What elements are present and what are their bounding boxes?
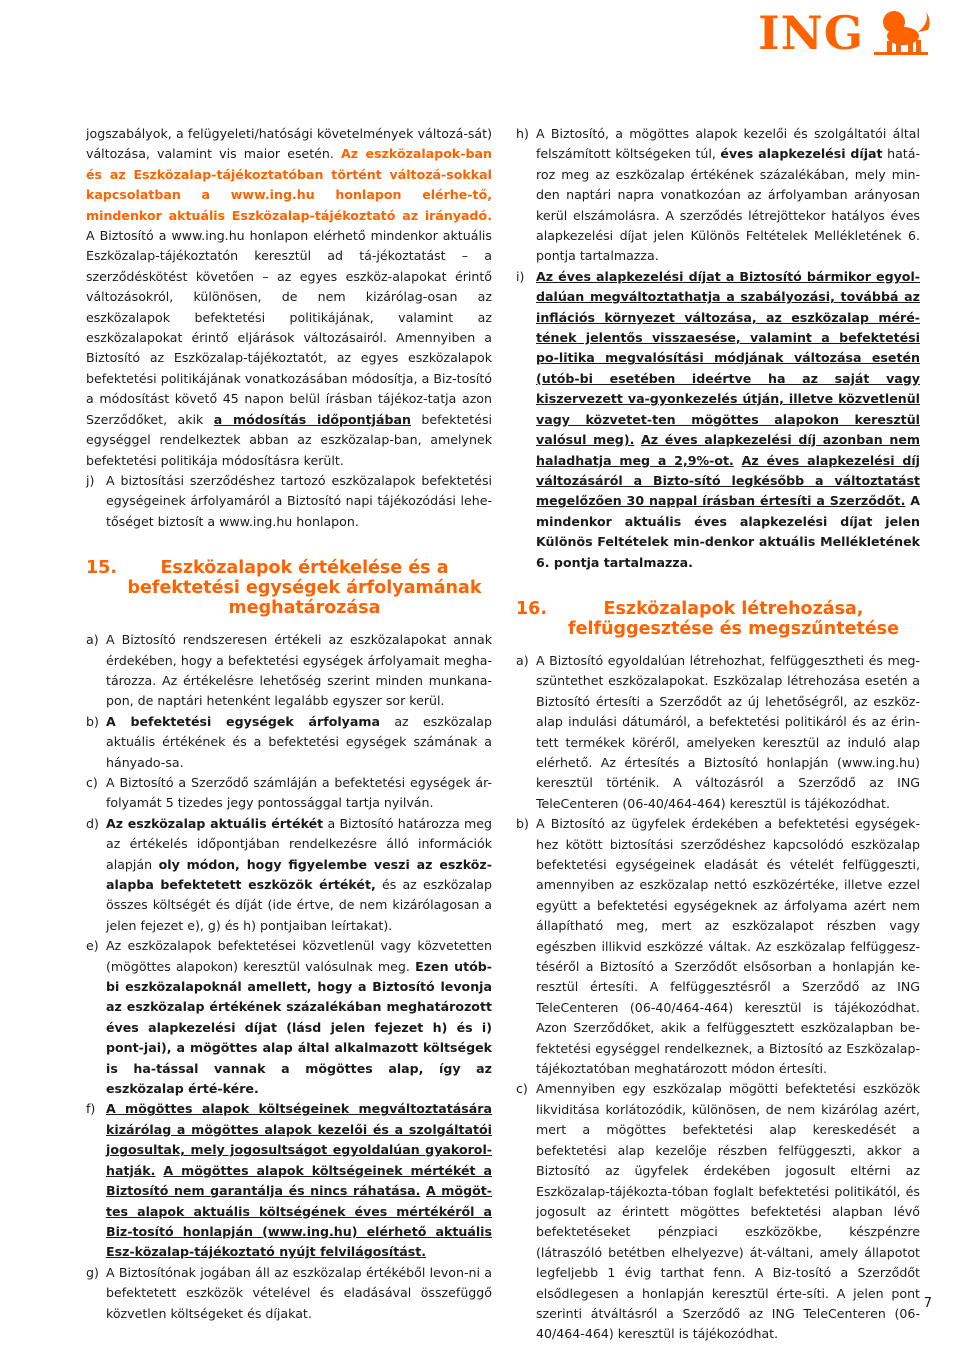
item-rest: a Biztosító határozza meg az értékelés időpontjában rendelkezésre álló információk alapján bbox=[106, 815, 492, 872]
item-label: c) bbox=[516, 1081, 528, 1097]
item-label: f) bbox=[86, 1101, 96, 1117]
item-underlined: Az éves alapkezelési díjat a Biztosító bármikor egyol-dalúan megváltoztathatja a szabályozási, továbbá az inflációs környezet változása, az eszközalap méré-tének jelentős visszaesése, valamint a befektetési po-litika megvalósítási módjának változása esetén (utób-bi esetében ideértve ha az saját vagy kiszervezett va-gyonkezelés útján, illetve közvetlenül vagy közvetet-ten mögöttes alapokon keresztül valósul meg). bbox=[536, 268, 920, 448]
intro-highlight: Az eszközalapok-ban és az Eszközalap-tájékoztatóban történt változá-sokkal kapcsolatban a www.ing.hu honlapon elérhe-tő, mindenkor aktuális Eszközalap-tájékoztató az irányadó. bbox=[86, 146, 492, 223]
item-15h bbox=[516, 124, 920, 267]
intro-text-3: befektetési egységgel rendelkeztek abban az eszközalap-ban, amelynek befektetési politikája módosításra került. bbox=[86, 411, 493, 468]
item-16c bbox=[516, 1079, 920, 1344]
item-15i bbox=[516, 267, 920, 573]
item-text: A Biztosítónak jogában áll az eszközalap értékéből levon-ni a befektetett eszközök vételével és eladásával összefüggő közvetlen költségeket és díjakat. bbox=[106, 1264, 492, 1321]
item-label: c) bbox=[86, 774, 98, 790]
item-rest: az eszközalap aktuális értékének és a befektetési egységek számának a hányado-sa. bbox=[106, 713, 492, 770]
item-text: A Biztosító egyoldalúan létrehozhat, felfüggesztheti és meg-szüntethet eszközalapokat. Eszközalap létrehozása esetén a Biztosító értesíti a Szerződőt az új lehetőségről, az eszköz-alap indulási dátumáról, a befektetési politikáról és az érin-tett termékek köréről, amelyeken keresztül az induló alap elérhető. Az értesítés a Biztosító honlapján (www.ing.hu) keresztül történik. A változásról a Szerződő az ING TeleCenteren (06-40/464-464) keresztül is tájékozódhat. bbox=[536, 652, 920, 811]
item-text: Amennyiben egy eszközalap mögötti befektetési eszközök likviditása korlátozódik, különösen, de nem kizárólag azért, mert a mögöttes befektetési alap kereskedését a befektetési alap kezelője részben felfüggeszti, akkor a Biztosító az ügyfelek érdekében jogosult eltérni az Eszközalap-tájékozta-tóban foglalt befektetési politikától, és jogosult az érintett mögöttes befektetési alapban lévő befektetéseket pénzpiaci eszközökbe, készpénzre (látraszóló betétben elhelyezve) át-váltani, amely állapotot legfeljebb 1 évig tarthat fenn. A Biz-tosító a Szerződőt elsődlegesen a honlapján keresztül érte-síti. A jelen pont szerinti átváltásról a Szerződő az ING TeleCenteren (06-40/464-464) keresztül is tájékozódhat. bbox=[536, 1081, 920, 1342]
item-15g bbox=[86, 1263, 492, 1324]
section-title: Eszközalapok értékelése és a befektetési egységek árfolyamának meghatározása bbox=[127, 558, 482, 619]
right-column bbox=[516, 124, 920, 1345]
page-number: 7 bbox=[923, 1296, 932, 1311]
item-j bbox=[86, 471, 492, 532]
item-label: i) bbox=[516, 268, 525, 284]
intro-underlined: a módosítás időpontjában bbox=[213, 411, 411, 427]
section-16-heading bbox=[516, 599, 920, 639]
item-15d bbox=[86, 814, 492, 936]
item-text bbox=[106, 814, 492, 936]
lion-icon bbox=[870, 6, 932, 60]
section-title: Eszközalapok létrehozása, felfüggesztése és megszűntetése bbox=[568, 598, 899, 639]
item-bold: Az eszközalap aktuális értékét bbox=[106, 815, 324, 831]
item-space bbox=[734, 453, 742, 468]
item-underlined: A mögöttes alapok költségeinek mértékét a Biztosító nem garantálja és nincs ráhatása. bbox=[106, 1162, 492, 1199]
item-label: h) bbox=[516, 126, 529, 141]
left-column bbox=[86, 124, 492, 1324]
section-15-heading bbox=[86, 558, 492, 618]
item-rest: A mindenkor aktuális éves alapkezelési díjat jelen Különös Feltételek min-denkor aktuális Mellékletének 6. pontja tartalmazza. bbox=[536, 493, 921, 570]
item-text bbox=[106, 936, 492, 1099]
item-rest: hatá-roz meg az eszközalap értékének százalékában, mely min-den naptári napra vonatkozóan az árfolyamban arányosan kerül elszámolásra. A szerződés létrejöttekor hatályos éves alapkezelési díjat jelen Különös Feltételek Mellékletének 6. pontja tartalmazza. bbox=[536, 146, 920, 264]
item-text bbox=[536, 267, 920, 573]
item-text: A biztosítási szerződéshez tartozó eszközalapok befektetési egységeinek árfolyamáról a Biztosító napi tájékozódási lehe-tőséget biztosít a www.ing.hu honlapon. bbox=[106, 472, 492, 529]
item-underlined: Az éves alapkezelési díj változásáról a Bizto-sító legkésőbb a változtatást megelőzően 30 nappal írásban értesíti a Szerződőt. bbox=[536, 452, 920, 509]
item-label: a) bbox=[86, 632, 99, 648]
intro-text-2: A Biztosító a www.ing.hu honlapon elérhető mindenkor aktuális Eszközalap-tájékoztatón keresztül ad tá-jékoztatást – a szerződéskötést követően – az egyes eszköz-alapokat érintő változásokról, különösen, de nem kizárólag-osan az eszközalapok befektetési politikájának, valamint az eszközalapokat érintő eljárások változásairól. Amennyiben a Biztosító az Eszközalap-tájékoztatót, az egyes eszközalapok befektetési politikájának vonatkozásában módosítja, a Biz-tosító a módosítást követő 45 napon belül írásban tájékoz-tatja azon Szerződőket, akik bbox=[86, 228, 492, 427]
item-rest: A Biztosító, a mögöttes alapok kezelői és szolgáltatói által felszámított költségeken túl, bbox=[536, 126, 920, 162]
intro-text-1: jogszabályok, a felügyeleti/hatósági követelmények változá-sát) változása, valamint vis maior esetén. bbox=[86, 126, 492, 162]
item-15c bbox=[86, 773, 492, 814]
item-rest: Az eszközalapok befektetései közvetlenül vagy közvetetten (mögöttes alapokon) keresztül valósulnak meg. bbox=[106, 938, 492, 974]
item-bold: oly módon, hogy figyelembe veszi az eszköz-alapba befektetett eszközök értékét, bbox=[106, 856, 492, 892]
item-15f bbox=[86, 1099, 492, 1262]
item-underlined: A mögöt-tes alapok aktuális költségének éves mértékéről a Biz-tosító honlapján (www.ing.hu) elérhető aktuális Esz-közalap-tájékoztató nyújt felvilágosítást. bbox=[106, 1183, 493, 1260]
item-text: A Biztosító rendszeresen értékeli az eszközalapokat annak érdekében, hogy a befektetési egységek árfolyamait megha-tározza. Az értékelésre lehetőség szerint minden munkana-pon, de naptári hetenként legalább egyszer sor kerül. bbox=[106, 632, 492, 709]
intro-paragraph bbox=[86, 124, 492, 471]
item-bold: éves alapkezelési díjat bbox=[720, 146, 883, 162]
item-text bbox=[106, 712, 492, 773]
item-label: j) bbox=[86, 472, 95, 488]
section-number: 15. bbox=[86, 558, 118, 579]
item-label: b) bbox=[86, 713, 99, 729]
item-text bbox=[536, 124, 920, 267]
item-16b bbox=[516, 814, 920, 1079]
item-16a bbox=[516, 651, 920, 814]
item-label: d) bbox=[86, 815, 99, 831]
item-text: A Biztosító a Szerződő számláján a befektetési egységek ár-folyamát 5 tizedes jegy pontossággal tartja nyilván. bbox=[106, 774, 492, 811]
section-number: 16. bbox=[516, 598, 548, 619]
item-label: e) bbox=[86, 938, 99, 954]
item-label: a) bbox=[516, 652, 529, 668]
item-15e bbox=[86, 936, 492, 1099]
item-underlined: Az éves alapkezelési díj azonban nem haladhatja meg a 2,9%-ot. bbox=[536, 432, 920, 468]
item-label: b) bbox=[516, 816, 529, 832]
item-bold: A befektetési egységek árfolyama bbox=[106, 713, 380, 729]
item-text: A Biztosító az ügyfelek érdekében a befektetési egységek-hez kötött biztosítási szerződéshez kapcsolódó eszközalap befektetési egységeinek eladását és vételét felfüggeszti, amennyiben az eszközalap nettó eszközértéke, illetve ezzel együtt a befektetési egységeknek az árfolyama azért nem állapítható meg, mert az eszközalapot részben vagy egészben illikvid eszközzé váltak. Az eszközalap felfüggesz-téséről a Biztosító a Szerződőt elsősorban a honlapján ke-resztül értesíti. A felfüggesztésről a Szerződő az ING TeleCenteren (06-40/464-464) keresztül is tájékozódhat. Azon Szerződőket, akik a felfüggesztett eszközalapban be-fektetési egységgel rendelkeznek, a Biztosító az Eszközalap-tájékoztatóban meghatározott módon értesíti. bbox=[536, 816, 920, 1077]
item-underlined: A mögöttes alapok költségeinek megváltoztatására kizárólag a mögöttes alapok kezelői és a szolgáltatói jogosultak, mely jogosultságot egyoldalúan gyakorol-hatják. bbox=[106, 1101, 492, 1178]
item-rest: és az eszközalap összes költségét és díját (ide értve, de nem kizárólagosan a jelen fejezet e), g) és h) pontjaiban leírtakat). bbox=[106, 877, 492, 933]
item-text bbox=[106, 1099, 492, 1262]
item-bold: Ezen utób-bi eszközalapoknál amellett, hogy a Biztosító levonja az eszközalap értékének százalékában meghatározott éves alapkezelési díjat (lásd jelen fejezet h) és i) pont-jai), a mögöttes alap által alkalmazott költségek is ha-tással vannak a mögöttes alap, így az eszközalap érté-kére. bbox=[106, 958, 492, 1097]
item-label: g) bbox=[86, 1264, 99, 1280]
ing-logo-text: ING bbox=[758, 6, 864, 60]
item-15a bbox=[86, 630, 492, 712]
item-15b bbox=[86, 712, 492, 773]
ing-logo bbox=[758, 6, 932, 60]
